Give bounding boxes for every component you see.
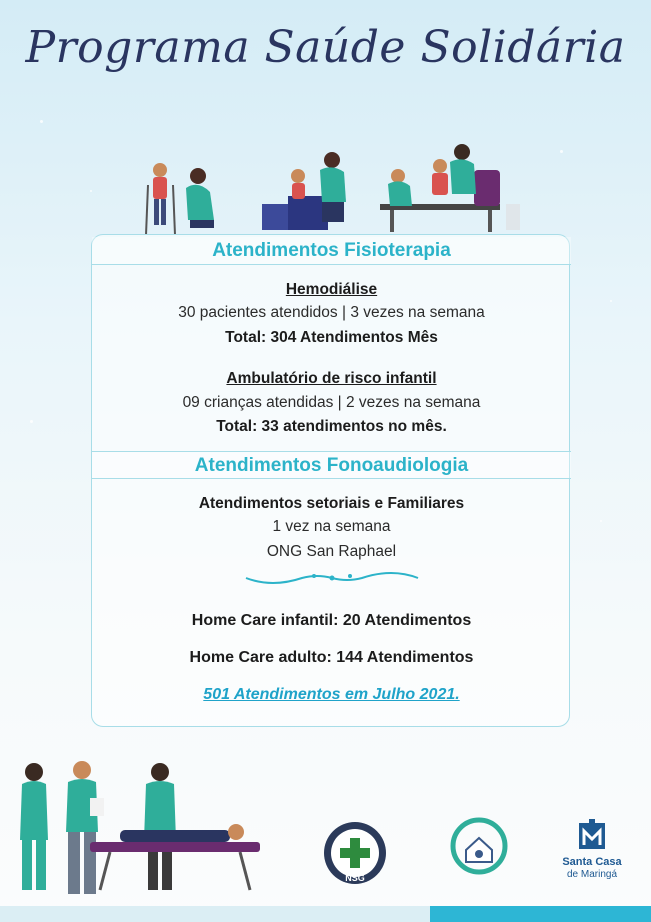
sparkle: [600, 520, 602, 522]
therapy-bed-scene: [380, 144, 520, 232]
programa-saude-logo: [446, 812, 512, 878]
sparkle: [30, 420, 33, 423]
child-crutches-scene: [146, 163, 214, 235]
step-scene: [262, 152, 346, 230]
patient-bed: [90, 824, 260, 890]
footer-bar-light: [0, 906, 430, 922]
nurse-figure: [20, 763, 48, 890]
hemodialise-detail: 30 pacientes atendidos | 3 vezes na semana: [178, 304, 485, 321]
total-atendimentos-link[interactable]: 501 Atendimentos em Julho 2021.: [203, 686, 460, 703]
frequencia-label: 1 vez na semana: [272, 518, 391, 535]
sparkle: [90, 190, 92, 192]
ong-label: ONG San Raphael: [266, 543, 397, 560]
doctor-figure: [66, 761, 104, 894]
sparkle: [560, 150, 563, 153]
ambulatorio-detail: 09 crianças atendidas | 2 vezes na semana: [182, 394, 481, 411]
santa-casa-name: Santa Casa: [562, 856, 622, 868]
ambulatorio-title: Ambulatório de risco infantil: [226, 370, 437, 387]
home-care-infantil: Home Care infantil: 20 Atendimentos: [191, 612, 472, 629]
ornament-divider: [242, 570, 422, 586]
home-care-adulto: Home Care adulto: 144 Atendimentos: [189, 649, 474, 666]
physio-figure: [144, 763, 176, 890]
santa-casa-city: de Maringá: [566, 869, 618, 880]
hemodialise-title: Hemodiálise: [285, 281, 378, 298]
footer-bar: [0, 906, 651, 922]
santa-casa-icon: [577, 819, 607, 851]
fisioterapia-heading: Atendimentos Fisioterapia: [92, 237, 571, 265]
hemodialise-total: Total: 304 Atendimentos Mês: [225, 329, 438, 346]
therapy-illustration: [140, 140, 520, 240]
sparkle: [40, 120, 43, 123]
services-card: [91, 234, 570, 727]
medical-team-illustration: [10, 760, 270, 910]
page-title: Programa Saúde Solidária: [25, 22, 626, 73]
sparkle: [610, 300, 612, 302]
fonoaudiologia-heading: Atendimentos Fonoaudiologia: [92, 451, 571, 479]
footer-bar-accent: [430, 906, 651, 922]
ambulatorio-total: Total: 33 atendimentos no mês.: [216, 418, 447, 435]
nsg-logo-text: NSG: [345, 873, 365, 883]
setoriais-label: Atendimentos setoriais e Familiares: [198, 495, 465, 512]
